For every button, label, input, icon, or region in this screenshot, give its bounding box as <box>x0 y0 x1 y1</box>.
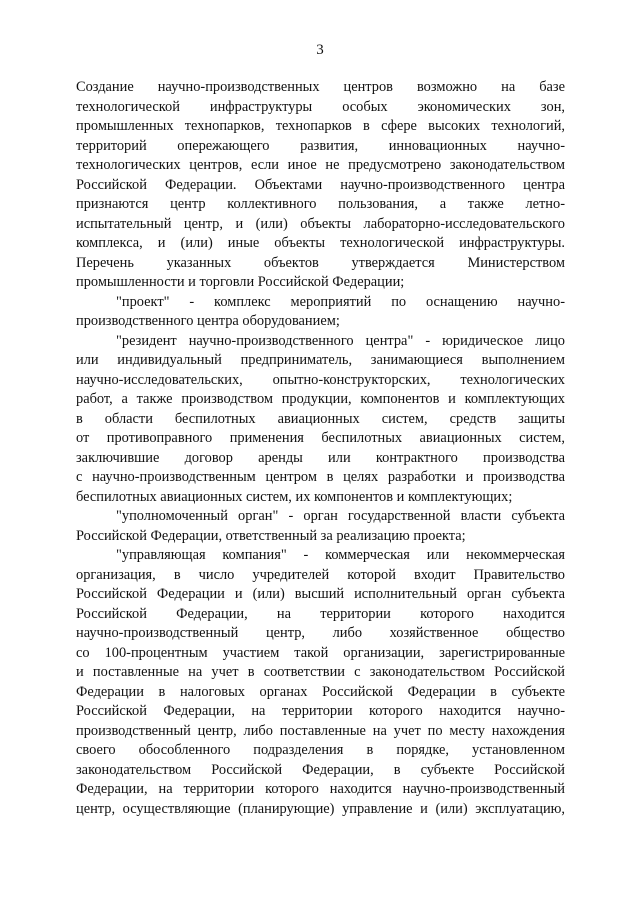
text-line: беспилотных авиационных систем, их компонентов и комплектующих; <box>76 488 513 505</box>
text-line: Российской Федерации и (или) высший исполнительный орган субъекта <box>76 586 565 602</box>
text-line: "управляющая компания" - коммерческая или некоммерческая <box>116 547 565 563</box>
text-line: Создание научно-производственных центров возможно на базе <box>76 79 565 95</box>
text-line: своего обособленного подразделения в порядке, установленном <box>76 742 565 758</box>
page-number: 3 <box>316 42 324 58</box>
text-line: законодательством Российской Федерации, в субъекте Российской <box>76 761 565 778</box>
text-line: производственного центра оборудованием; <box>76 313 340 329</box>
text-line: со 100-процентным участием такой организации, зарегистрированные <box>76 644 565 661</box>
text-line: организация, в число учредителей которой входит Правительство <box>76 566 565 583</box>
text-line: научно-производственный центр, либо хозяйственное общество <box>76 625 565 641</box>
text-line: заключившие договор аренды или контрактного производства <box>76 449 565 466</box>
text-line: Российской Федерации, на территории которого находится <box>76 605 565 622</box>
text-line: Российской Федерации. Объектами научно-производственного центра <box>76 176 565 193</box>
text-line: и поставленные на учет в соответствии с законодательством Российской <box>76 664 565 680</box>
text-line: испытательный центр, и (или) объекты лабораторно-исследовательского <box>76 215 565 232</box>
text-line: или индивидуальный предприниматель, занимающиеся выполнением <box>76 352 565 368</box>
text-line: Российской Федерации, ответственный за реализацию проекта; <box>76 527 466 544</box>
text-line: комплекса, и (или) иные объекты технологической инфраструктуры. <box>76 235 565 251</box>
text-line: "проект" - комплекс мероприятий по оснащению научно- <box>116 293 565 310</box>
text-line: Федерации, на территории которого находится научно-производственный <box>76 781 565 797</box>
text-line: Федерации в налоговых органах Российской Федерации в субъекте <box>76 683 565 700</box>
text-line: признаются центр коллективного пользования, а также летно- <box>76 196 565 212</box>
document-body <box>76 78 565 819</box>
text-line: с научно-производственным центром в целях разработки и производства <box>76 469 565 485</box>
text-line: технологических центров, если иное не предусмотрено законодательством <box>76 157 565 173</box>
text-line: промышленности и торговли Российской Федерации; <box>76 274 405 290</box>
text-line: территорий опережающего развития, инновационных научно- <box>76 137 565 154</box>
text-line: от противоправного применения беспилотных авиационных систем, <box>76 430 565 446</box>
text-line: Перечень указанных объектов утверждается Министерством <box>76 254 565 271</box>
text-line: промышленных технопарков, технопарков в сфере высоких технологий, <box>76 118 565 134</box>
text-line: Российской Федерации, на территории которого находится научно- <box>76 703 565 719</box>
text-line: работ, а также производством продукции, компонентов и комплектующих <box>76 391 565 407</box>
text-line: "уполномоченный орган" - орган государственной власти субъекта <box>116 508 565 524</box>
text-line: производственный центр, либо поставленные на учет по месту нахождения <box>76 722 565 739</box>
text-line: "резидент научно-производственного центра" - юридическое лицо <box>116 332 565 349</box>
text-line: технологической инфраструктуры особых экономических зон, <box>76 98 565 115</box>
text-line: в области беспилотных авиационных систем, средств защиты <box>76 410 565 427</box>
text-line: научно-исследовательских, опытно-конструкторских, технологических <box>76 371 565 388</box>
text-line: центр, осуществляющие (планирующие) управление и (или) эксплуатацию, <box>76 800 565 817</box>
